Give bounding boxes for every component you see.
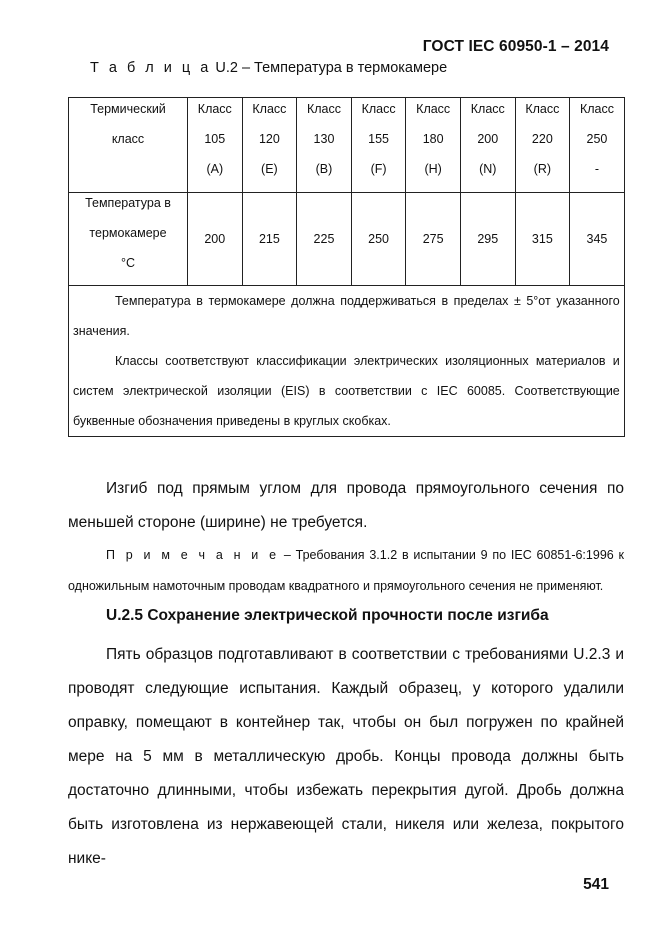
table-note-cell (69, 286, 625, 437)
temperature-value: 275 (406, 193, 461, 286)
class-letter: (R) (533, 162, 552, 176)
row-label-unit: °C (120, 256, 136, 270)
table-caption-text: U.2 – Температура в термокамере (211, 60, 448, 76)
class-word: Класс (197, 102, 232, 116)
header-label-cell (69, 98, 188, 193)
paragraph-bending (68, 472, 624, 540)
paragraph-samples (68, 638, 624, 876)
class-word: Класс (470, 102, 505, 116)
class-letter: (N) (479, 162, 497, 176)
temperature-value: 295 (460, 193, 515, 286)
row-label-line1: Температура в (85, 196, 171, 210)
class-number: 105 (204, 132, 226, 146)
temperature-value: 315 (515, 193, 570, 286)
table-note-1: Температура в термокамере должна поддерживаться в пределах ± 5°от указанного значения. (73, 294, 620, 338)
table-note-2: Классы соответствуют классификации электрических изоляционных материалов и систем электрической изоляции (EIS) в соответствии с IEC 60085. Соответствующие буквенные обозначения приведены в круглых скобках. (73, 354, 620, 428)
note-body: – Требования 3.1.2 в испытании 9 по IEC 60851-6:1996 к одножильным намоточным проводам квадратного и прямоугольного сечения не применяют. (68, 548, 624, 593)
class-letter: (F) (370, 162, 387, 176)
standard-header: ГОСТ IEC 60950-1 – 2014 (422, 38, 609, 55)
class-number: 250 (586, 132, 608, 146)
class-number: 180 (422, 132, 444, 146)
header-label-line1: Термический (90, 102, 166, 116)
class-letter: (H) (424, 162, 442, 176)
class-cell (406, 98, 461, 193)
row-label-cell (69, 193, 188, 286)
row-label-line2: термокамере (89, 226, 167, 240)
header-label-line2: класс (111, 132, 145, 146)
temperature-value: 250 (351, 193, 406, 286)
class-number: 130 (313, 132, 335, 146)
temperature-row (69, 193, 625, 286)
class-word: Класс (306, 102, 341, 116)
class-cell (351, 98, 406, 193)
class-cell (242, 98, 297, 193)
class-number: 155 (368, 132, 389, 146)
class-cell (297, 98, 352, 193)
class-word: Класс (252, 102, 287, 116)
temperature-value: 215 (242, 193, 297, 286)
class-number: 120 (258, 132, 280, 146)
temperature-value: 345 (570, 193, 625, 286)
class-letter: - (594, 162, 600, 176)
temperature-value: 200 (188, 193, 243, 286)
class-word: Класс (416, 102, 451, 116)
section-title: U.2.5 Сохранение электрической прочности после изгиба (106, 607, 549, 624)
class-number: 200 (477, 132, 499, 146)
class-letter: (B) (315, 162, 333, 176)
class-word: Класс (525, 102, 560, 116)
note-prefix: П р и м е ч а н и е (106, 548, 280, 562)
note-block (68, 540, 624, 602)
paragraph-samples-text: Пять образцов подготавливают в соответствии с требованиями U.2.3 и проводят следующие испытания. Каждый образец, у которого удалили оправку, помещают в контейнер так, чтобы он был погружен по крайней мере на 5 мм в металлическую дробь. Концы провода должны быть достаточно длинными, чтобы избежать перекрытия дугой. Дробь должна быть изготовлена из нержавеющей стали, никеля или железа, покрытого нике- (68, 646, 624, 867)
class-letter: (A) (206, 162, 224, 176)
class-word: Класс (361, 102, 396, 116)
class-cell (570, 98, 625, 193)
class-letter: (E) (261, 162, 278, 176)
class-number: 220 (531, 132, 553, 146)
class-cell (188, 98, 243, 193)
class-cell (515, 98, 570, 193)
page-number: 541 (583, 876, 609, 893)
class-word: Класс (579, 102, 614, 116)
table-caption-prefix: Т а б л и ц а (90, 60, 212, 76)
paragraph-bending-text: Изгиб под прямым углом для провода прямоугольного сечения по меньшей стороне (ширине) не требуется. (68, 480, 624, 531)
table-caption (90, 60, 447, 76)
table-note-row (69, 286, 625, 437)
temperature-table (68, 97, 625, 437)
class-cell (460, 98, 515, 193)
temperature-value: 225 (297, 193, 352, 286)
table-header-row (69, 98, 625, 193)
note-text (68, 540, 624, 602)
